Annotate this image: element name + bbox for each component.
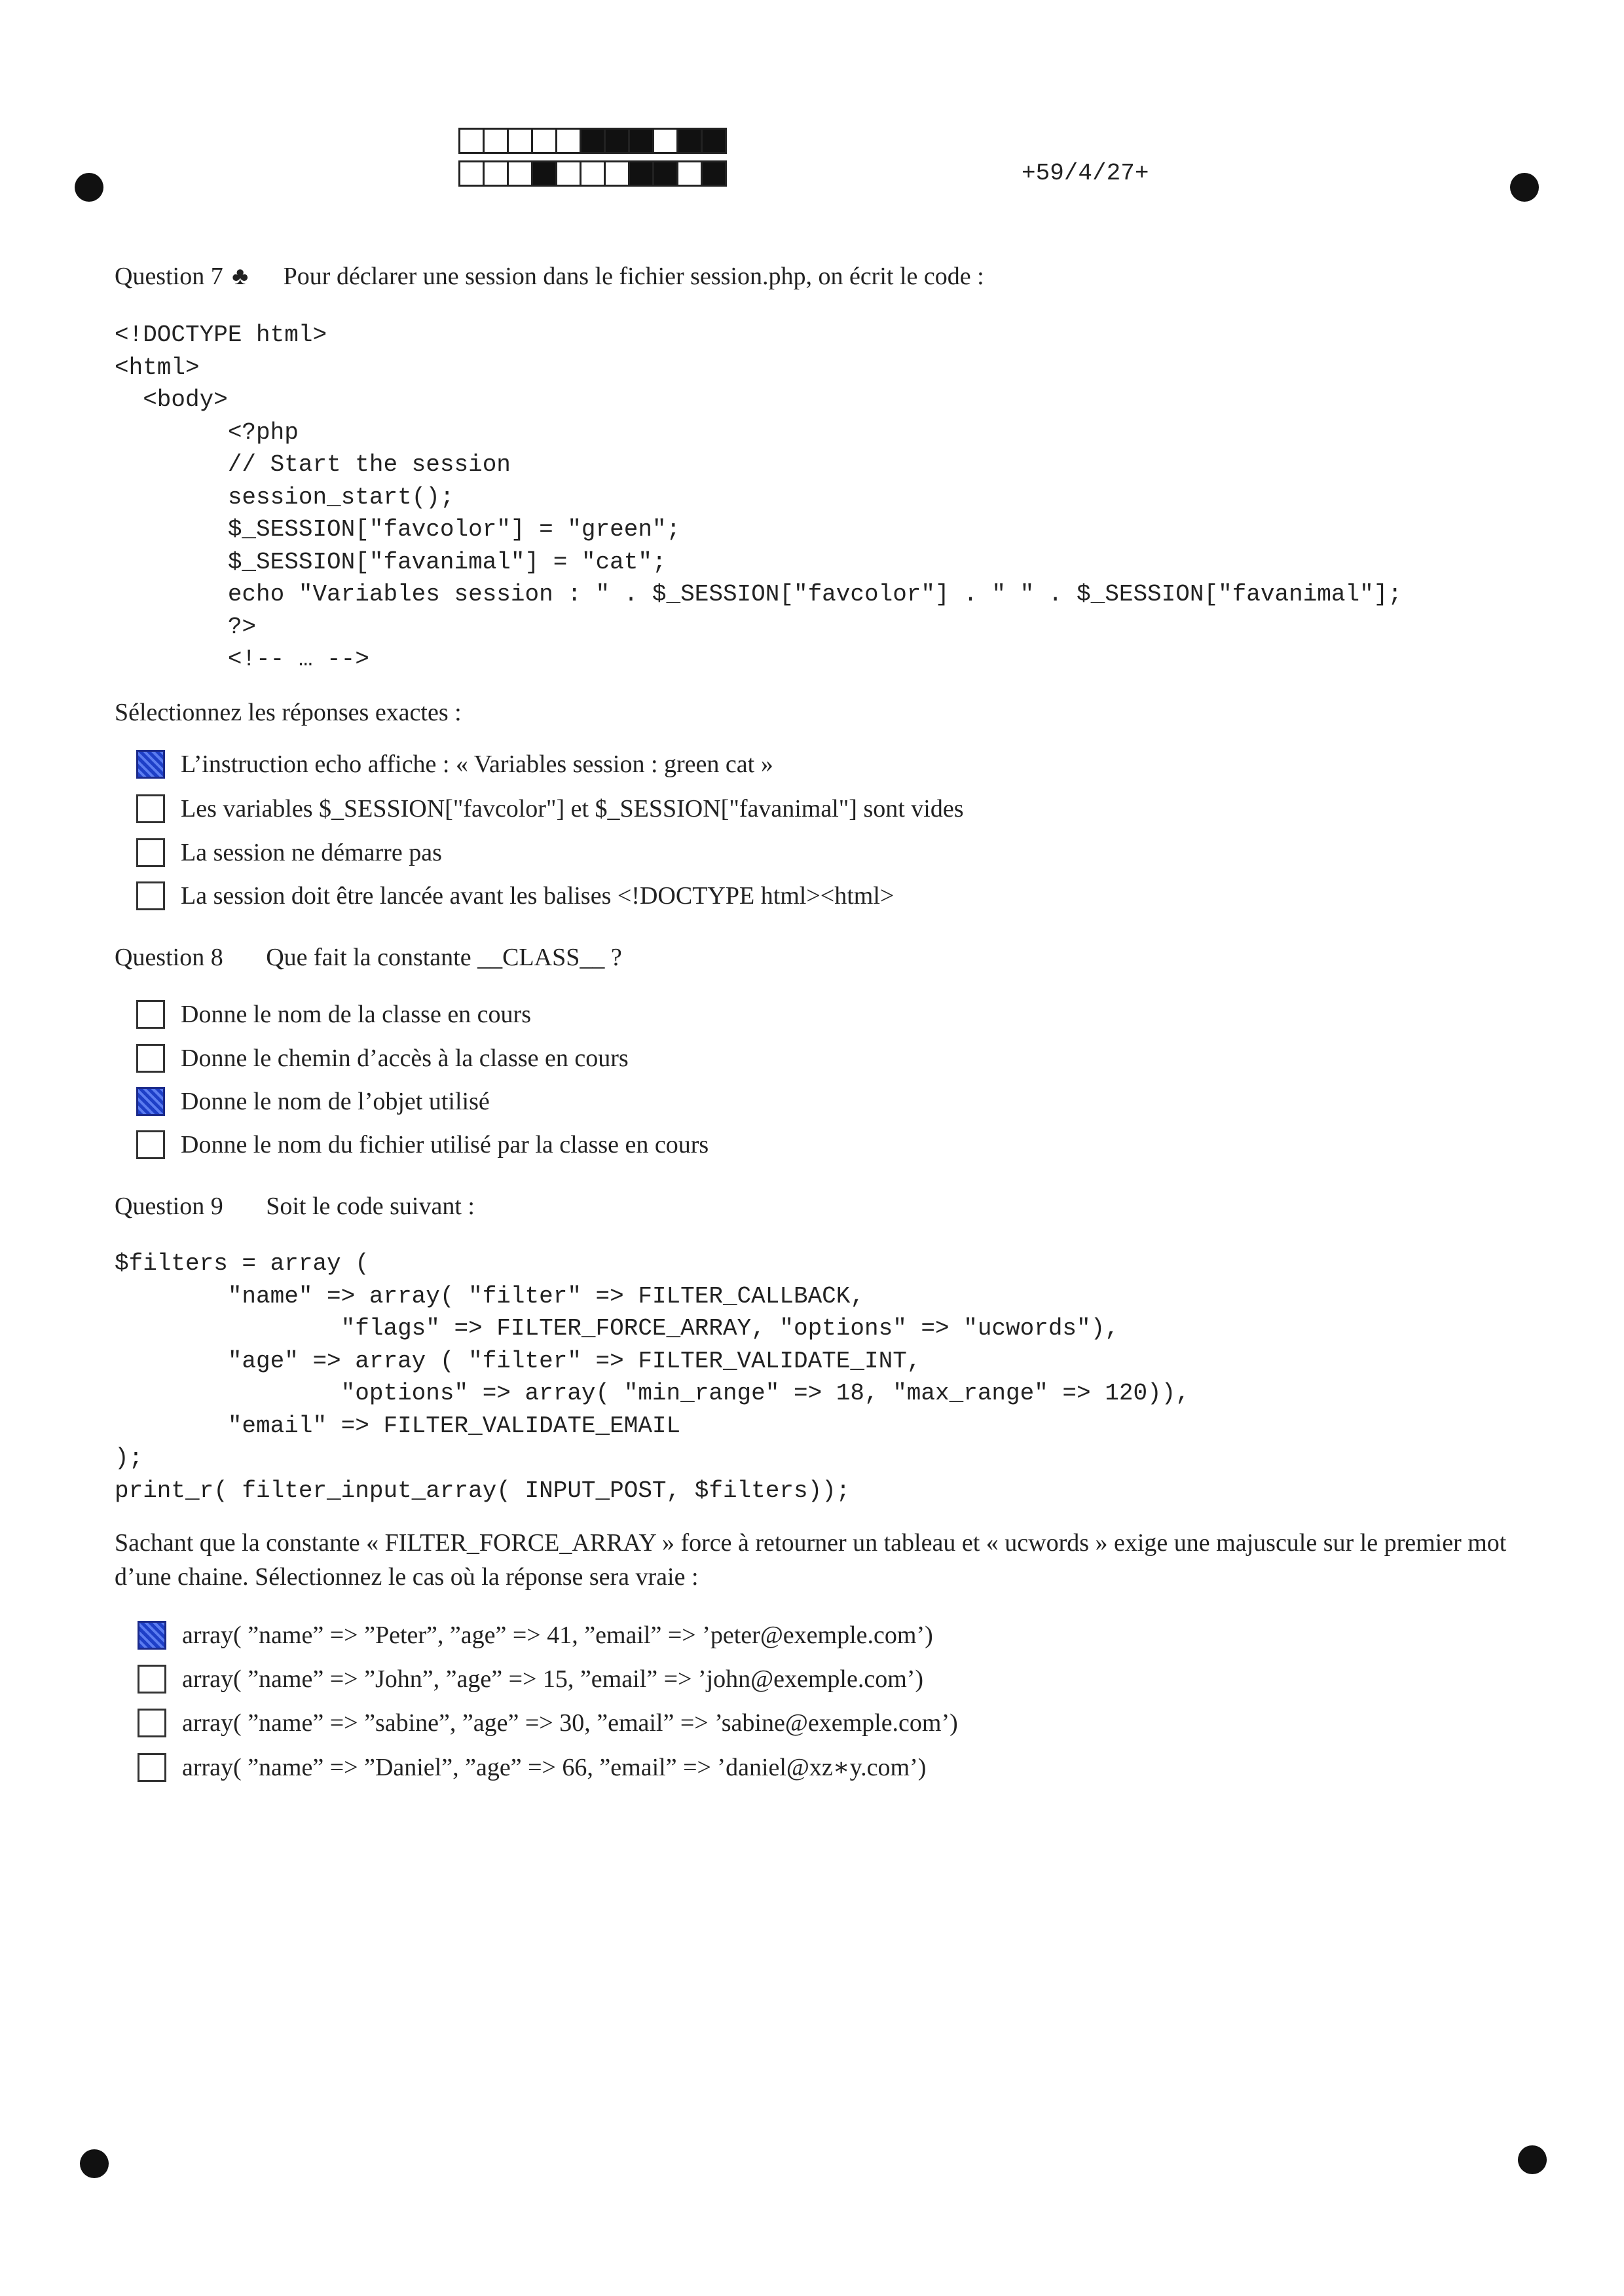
registration-mark-bottom-right [1518,2145,1547,2174]
barcode-bottom-cell [676,160,703,187]
q8-option-label: Donne le nom du fichier utilisé par la classe en cours [181,1131,709,1158]
question-9-explanation: Sachant que la constante « FILTER_FORCE_ARRAY » force à retourner un tableau et « ucwords » exige une majuscule sur le premier mot d’une chaine. Sélectionnez le cas où la réponse sera vraie : [115,1529,1507,1591]
checkbox-icon[interactable] [136,1130,165,1159]
barcode-bottom-cell [580,160,606,187]
checkbox-icon[interactable] [136,750,165,779]
q9-option-2[interactable] [138,1665,923,1694]
question-7-heading [115,262,984,291]
barcode-top-cell [555,128,581,154]
checkbox-icon[interactable] [136,881,165,910]
checkbox-icon[interactable] [138,1709,166,1737]
checkbox-icon[interactable] [136,1044,165,1073]
question-7-instruction: Sélectionnez les réponses exactes : [115,699,462,726]
q9-option-1[interactable] [138,1621,933,1650]
barcode-top-cell [458,128,485,154]
q9-option-label: array( ”name” => ”John”, ”age” => 15, ”email” => ’john@exemple.com’) [182,1665,924,1693]
q9-option-4[interactable] [138,1752,926,1782]
barcode-bottom-cell [458,160,485,187]
checkbox-icon[interactable] [138,1665,166,1694]
barcode-bottom-cell [531,160,557,187]
registration-mark-top-left [75,173,103,202]
question-9-heading [115,1192,475,1221]
barcode-bottom-cell [652,160,678,187]
q8-option-2[interactable] [136,1044,629,1073]
club-icon: ♣ [232,263,249,290]
question-9-code: $filters = array ( "name" => array( "filter" => FILTER_CALLBACK, "flags" => FILTER_FORCE_ARRAY, "options" => "ucwords"), "age" => array ( "filter" => FILTER_VALIDATE_INT, "options" => array( "min_range" => 18, "max_range" => 120)), "email" => FILTER_VALIDATE_EMAIL ); print_r( filter_input_array( INPUT_POST, $filters)); [115,1250,1190,1504]
question-7-code: <!DOCTYPE html> <html> <body> <?php // Start the session session_start(); $_SESSION["favcolor"] = "green"; $_SESSION["favanimal"] = "cat"; echo "Variables session : " . $_SESSION["favcolor"] . " " . $_SESSION["favanimal"]; ?> <!-- … --> [115,322,1402,673]
barcode-top-cell [701,128,727,154]
barcode-top-cell [652,128,678,154]
q8-option-label: Donne le chemin d’accès à la classe en cours [181,1045,629,1072]
q7-option-label: L’instruction echo affiche : « Variables session : green cat » [181,750,773,778]
question-7-label: Question 7 [115,263,223,290]
barcode-bottom-cell [604,160,630,187]
q7-option-1[interactable] [136,750,773,779]
barcode-bottom-cell [483,160,509,187]
question-8-label: Question 8 [115,944,223,971]
barcode-bottom [458,160,725,187]
barcode-bottom-cell [628,160,654,187]
checkbox-icon[interactable] [136,1087,165,1116]
q7-option-label: Les variables $_SESSION["favcolor"] et $_SESSION["favanimal"] sont vides [181,795,964,823]
q7-option-4[interactable] [136,881,894,910]
q9-option-label: array( ”name” => ”sabine”, ”age” => 30, ”email” => ’sabine@exemple.com’) [182,1709,958,1737]
q8-option-3[interactable] [136,1087,490,1116]
barcode-bottom-cell [555,160,581,187]
q9-option-label: array( ”name” => ”Daniel”, ”age” => 66, ”email” => ’daniel@xz∗y.com’) [182,1754,927,1781]
q7-option-2[interactable] [136,794,964,823]
barcode-bottom-cell [701,160,727,187]
checkbox-icon[interactable] [136,1000,165,1029]
registration-mark-top-right [1510,173,1539,202]
q9-option-3[interactable] [138,1709,958,1737]
barcode-bottom-cell [507,160,533,187]
question-7-prompt: Pour déclarer une session dans le fichier session.php, on écrit le code : [283,263,984,290]
barcode-top-cell [531,128,557,154]
checkbox-icon[interactable] [136,794,165,823]
q9-option-label: array( ”name” => ”Peter”, ”age” => 41, ”email” => ’peter@exemple.com’) [182,1621,933,1649]
q7-option-label: La session doit être lancée avant les balises <!DOCTYPE html><html> [181,882,895,910]
q7-option-3[interactable] [136,838,442,867]
barcode-top-cell [604,128,630,154]
q8-option-label: Donne le nom de l’objet utilisé [181,1088,490,1115]
q8-option-1[interactable] [136,1000,531,1029]
barcode-top-cell [507,128,533,154]
barcode-top-cell [676,128,703,154]
question-8-heading [115,943,622,972]
barcode-top-cell [628,128,654,154]
q8-option-4[interactable] [136,1130,709,1159]
question-9-prompt: Soit le code suivant : [266,1193,475,1220]
checkbox-icon[interactable] [138,1753,166,1782]
barcode-top [458,128,725,154]
checkbox-icon[interactable] [136,838,165,867]
q8-option-label: Donne le nom de la classe en cours [181,1001,531,1028]
q7-option-label: La session ne démarre pas [181,839,442,866]
sheet-code: +59/4/27+ [1022,160,1149,187]
question-9-label: Question 9 [115,1193,223,1220]
question-8-prompt: Que fait la constante __CLASS__ ? [266,944,622,971]
barcode-top-cell [483,128,509,154]
checkbox-icon[interactable] [138,1621,166,1650]
registration-mark-bottom-left [80,2149,109,2178]
barcode-top-cell [580,128,606,154]
